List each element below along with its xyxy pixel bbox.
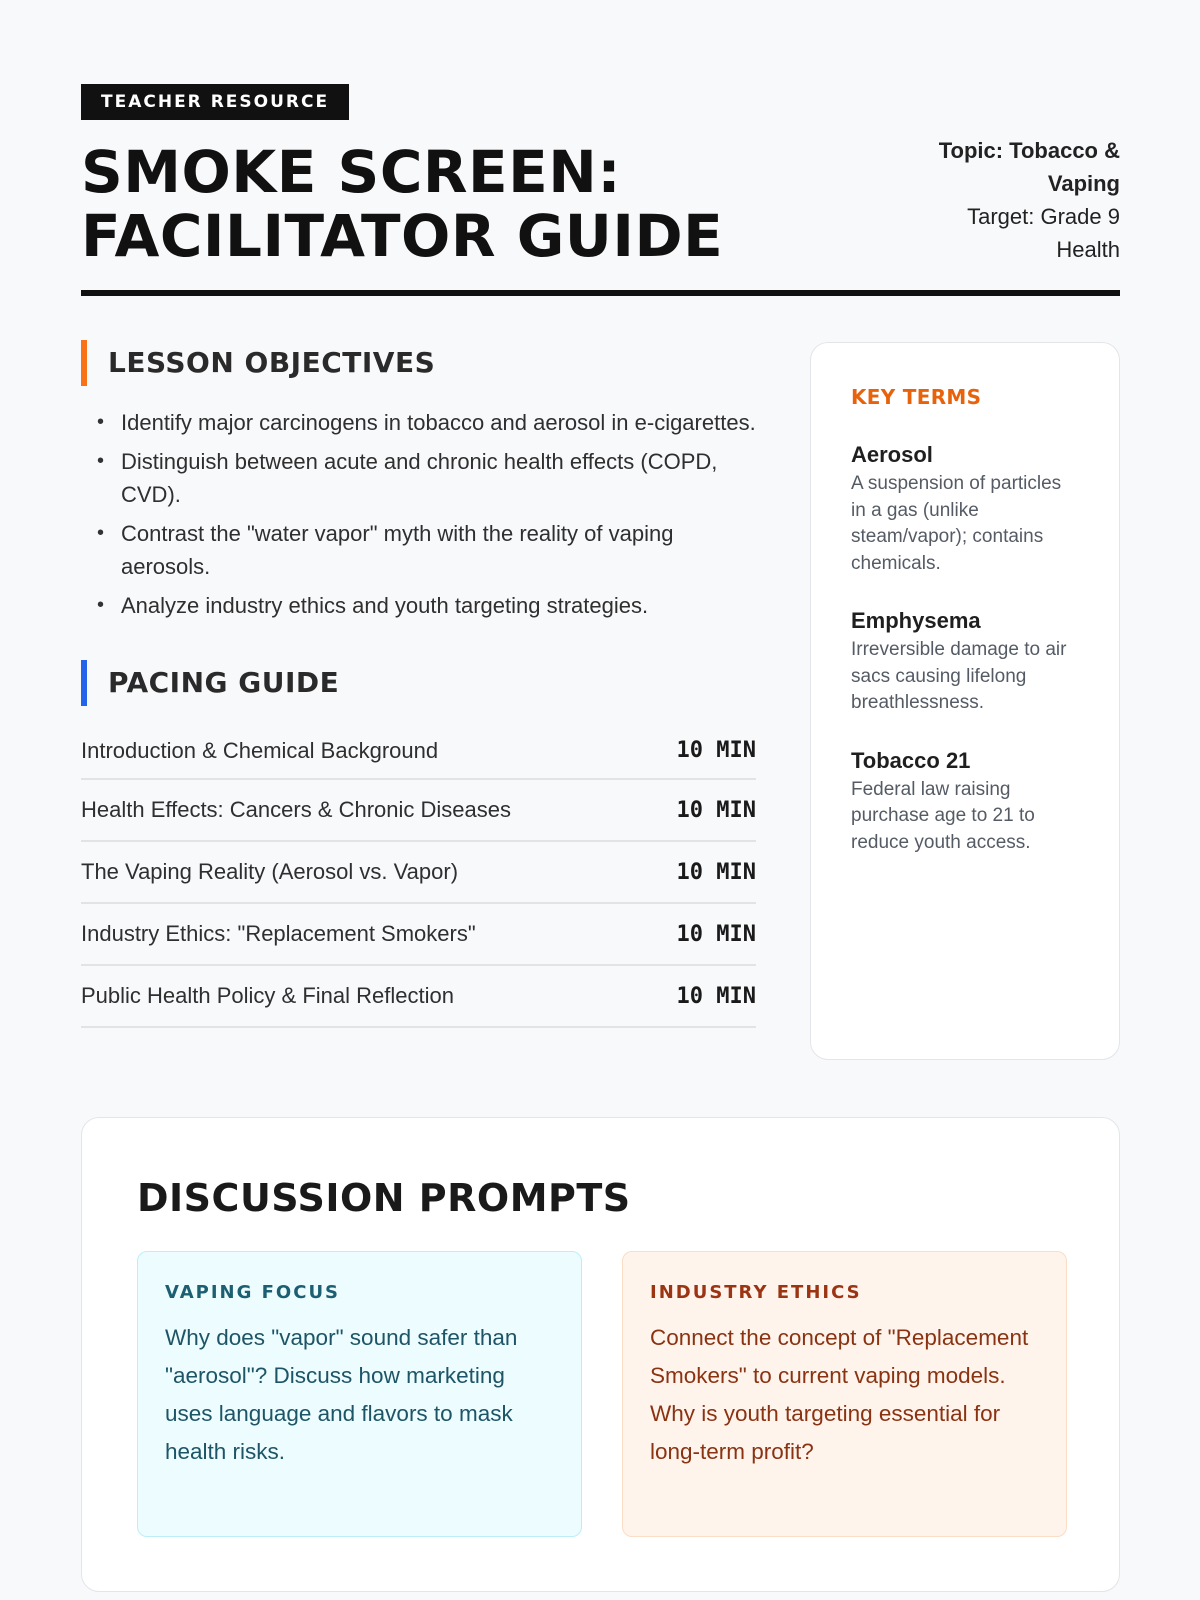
term-name: Emphysema xyxy=(851,608,981,633)
industry-ethics-prompt xyxy=(622,1251,1067,1537)
term-entry xyxy=(851,747,1079,857)
pacing-row xyxy=(81,780,756,842)
pacing-row xyxy=(81,730,756,780)
key-terms-heading: KEY TERMS xyxy=(851,385,982,409)
industry-ethics-heading: INDUSTRY ETHICS xyxy=(650,1282,862,1303)
discussion-prompts-card xyxy=(81,1117,1120,1592)
pacing-label: Public Health Policy & Final Reflection xyxy=(81,983,454,1008)
term-entry xyxy=(851,607,1079,717)
objective-item: • Distinguish between acute and chronic health effects (COPD, CVD). xyxy=(121,445,756,511)
pacing-label: Introduction & Chemical Background xyxy=(81,738,439,763)
pacing-label: Health Effects: Cancers & Chronic Diseases xyxy=(81,797,511,822)
main-column xyxy=(81,340,756,1028)
pacing-time: 10 MIN xyxy=(676,921,756,947)
industry-ethics-text: Connect the concept of "Replacement Smokers" to current vaping models. Why is youth targeting essential for long-term profit? xyxy=(650,1325,1029,1464)
term-entry xyxy=(851,441,1079,577)
discussion-prompts-heading: DISCUSSION PROMPTS xyxy=(137,1176,631,1220)
topic-label: Topic: Tobacco & Vaping xyxy=(938,138,1120,196)
pacing-row xyxy=(81,904,756,966)
vaping-focus-text: Why does "vapor" sound safer than "aerosol"? Discuss how marketing uses language and flavors to mask health risks. xyxy=(165,1325,518,1464)
target-label: Target: Grade 9 Health xyxy=(967,204,1120,262)
facilitator-guide-page xyxy=(81,84,1120,1464)
page-header xyxy=(81,84,1120,296)
pacing-time: 10 MIN xyxy=(676,738,756,763)
term-definition: A suspension of particles in a gas (unlike steam/vapor); contains chemicals. xyxy=(851,473,1062,574)
lesson-meta xyxy=(920,134,1120,266)
term-definition: Irreversible damage to air sacs causing lifelong breathlessness. xyxy=(851,639,1067,713)
page-title xyxy=(81,140,723,268)
term-name: Aerosol xyxy=(851,442,933,467)
key-terms-card xyxy=(810,342,1120,1060)
pacing-label: The Vaping Reality (Aerosol vs. Vapor) xyxy=(81,859,459,884)
objective-item: • Analyze industry ethics and youth targeting strategies. xyxy=(121,589,756,622)
vaping-focus-prompt xyxy=(137,1251,582,1537)
pacing-row xyxy=(81,842,756,904)
title-line-2: FACILITATOR GUIDE xyxy=(81,202,724,270)
term-definition: Federal law raising purchase age to 21 to reduce youth access. xyxy=(851,778,1035,853)
pacing-time: 10 MIN xyxy=(676,859,756,885)
teacher-resource-badge: TEACHER RESOURCE xyxy=(81,84,349,120)
lesson-objectives-heading: LESSON OBJECTIVES xyxy=(81,340,756,386)
objective-item: • Contrast the "water vapor" myth with the reality of vaping aerosols. xyxy=(121,517,756,583)
pacing-row xyxy=(81,966,756,1028)
pacing-table xyxy=(81,730,756,1028)
term-name: Tobacco 21 xyxy=(851,747,971,773)
pacing-time: 10 MIN xyxy=(676,797,756,823)
pacing-time: 10 MIN xyxy=(676,983,756,1009)
pacing-guide-heading: PACING GUIDE xyxy=(81,660,756,706)
title-line-1: SMOKE SCREEN: xyxy=(81,138,622,206)
objectives-list xyxy=(81,406,756,622)
pacing-label: Industry Ethics: "Replacement Smokers" xyxy=(81,921,476,946)
vaping-focus-heading: VAPING FOCUS xyxy=(165,1282,341,1303)
objective-item: • Identify major carcinogens in tobacco and aerosol in e-cigarettes. xyxy=(121,406,756,439)
